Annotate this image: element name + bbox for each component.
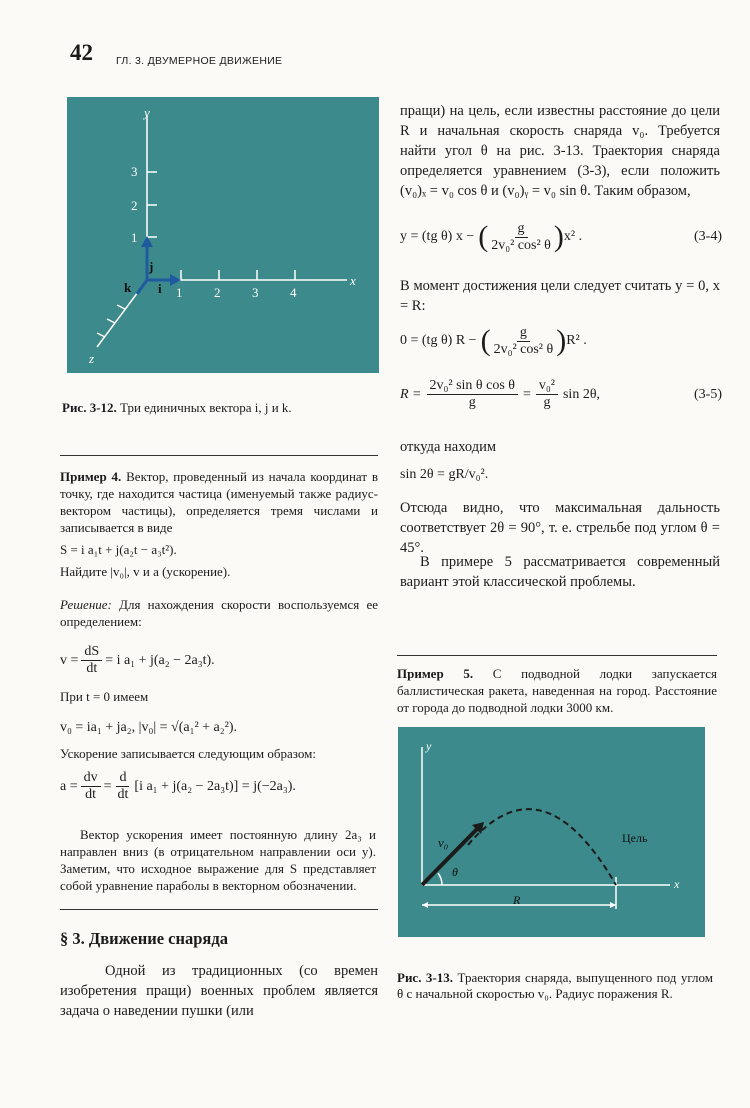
y-tick-label: 2 (131, 198, 138, 213)
solution-label: Решение: (60, 597, 112, 612)
x-tick-label: 4 (290, 285, 297, 300)
equation-lhs: R = (400, 386, 422, 402)
running-title: ГЛ. 3. ДВУМЕРНОЕ ДВИЖЕНИЕ (116, 55, 283, 67)
unit-vector-k-label: k (124, 280, 132, 295)
y-tick-label: 1 (131, 230, 138, 245)
formula-s: S = i a₁t + j(a₂t − a₃t²). (60, 542, 177, 557)
fraction-denominator: g (468, 395, 476, 410)
fraction-numerator: g (515, 221, 528, 238)
example-5 (397, 665, 717, 716)
unit-vector-j-label: j (149, 259, 154, 274)
equation-right: R² . (566, 333, 587, 348)
divider (397, 655, 717, 656)
example-4-intro (60, 468, 378, 536)
formula-lhs: a = (60, 778, 78, 794)
fraction-numerator: 2v₀² sin θ cos θ (427, 378, 519, 395)
figure-3-12-caption (62, 400, 382, 416)
example-text: Вектор, проведенный из начала координат в точку, где находится частица (именуемый также радиус-вектором частицы), определяется тремя числами и записывается в виде (60, 469, 379, 535)
fraction-numerator: v₀² (536, 378, 558, 395)
velocity-formula (60, 644, 215, 677)
section-title: § 3. Движение снаряда (60, 929, 228, 948)
equation-left: y = (tg θ) x − (400, 229, 475, 244)
axis-x-label: x (350, 273, 356, 288)
caption-text: Траектория снаряда, выпущенного под углом θ с начальной скоростью v₀. Радиус поражения R. (397, 970, 713, 1001)
fraction-denominator: dt (86, 661, 98, 676)
fraction-numerator: g (517, 325, 530, 342)
fraction-denominator: 2v₀² cos² θ (491, 237, 551, 253)
whence-text: откуда находим (400, 439, 497, 455)
divider (60, 455, 378, 456)
fraction-denominator: g (543, 395, 551, 410)
caption-label: Рис. 3-13. (397, 970, 454, 985)
example-label: Пример 5. (397, 666, 474, 681)
angle-label: θ (452, 865, 458, 879)
acceleration-intro: Ускорение записывается следующим образом: (60, 746, 316, 761)
axis-x-label: x (674, 877, 680, 891)
axis-y-label: y (426, 739, 432, 753)
example-task: Найдите |v₀|, v и a (ускорение). (60, 564, 231, 579)
equation-right: sin 2θ, (562, 386, 601, 402)
equation-left: 0 = (tg θ) R − (400, 333, 477, 348)
right-paragraph-2: В момент достижения цели следует считать y = 0, x = R: (400, 278, 720, 314)
caption-text: Три единичных вектора i, j и k. (120, 400, 292, 415)
equation-right: x² . (563, 229, 583, 244)
fraction-denominator: dt (85, 787, 97, 802)
example-4-remark: Вектор ускорения имеет постоянную длину 2a₃ и направлен вниз (в отрицательном направлении оси y). Заметим, что исходное выражение для S представляет собой уравнение параболы в векторном обозначении. (60, 827, 376, 893)
y-tick-label: 3 (131, 164, 138, 179)
axis-z-label: z (89, 351, 95, 366)
equation-tag: (3-5) (694, 386, 722, 402)
formula-lhs: v = (60, 652, 79, 668)
example-text: С подводной лодки запускается баллистическая ракета, наведенная на город. Расстояние от города до подводной лодки 3000 км. (397, 666, 717, 715)
axis-y-label: y (144, 105, 150, 120)
unit-vector-i-label: i (158, 281, 162, 296)
page-number: 42 (70, 40, 93, 65)
acceleration-formula: a = $\frac{dv}{dt}$ = $\frac{d}{dt}$ [i a₁ + j(a₂ − 2a₃t)] = j(−2a₃). (60, 770, 296, 802)
equation-3-5 (400, 378, 722, 411)
equation-tag: (3-4) (694, 229, 722, 244)
equation-target: 0 = (tg θ) R − ( $\frac{g}{\text{2v₀² cos² θ}}$ ) R² . (400, 324, 587, 357)
solution-intro (60, 596, 378, 630)
v0-formula: v₀ = ia₁ + ja₂, |v₀| = √(a₁² + a₂²). (60, 720, 238, 735)
right-paragraph-3: Отсюда видно, что максимальная дальность соответствует 2θ = 90°, т. е. стрельбе под углом θ = 45°. (400, 500, 720, 556)
x-tick-label: 2 (214, 285, 221, 300)
right-paragraph-1: пращи) на цель, если известны расстояние до цели R и начальная скорость снаряда v₀. Требуется найти угол θ на рис. 3-13. Траектория снаряда определяется уравнением (3-3), если положить (v₀)ₓ = v₀ cos θ и (v₀)ᵧ = v₀ sin θ. Таким образом, (400, 103, 720, 199)
sin-formula: sin 2θ = gR/v₀². (400, 467, 489, 482)
target-label: Цель (622, 831, 648, 845)
formula-rhs: = i a₁ + j(a₂ − 2a₃t). (105, 652, 215, 668)
x-tick-label: 1 (176, 285, 183, 300)
fraction-numerator: dv (81, 770, 101, 787)
figure-3-13 (398, 727, 705, 937)
fraction-numerator: dS (81, 644, 102, 661)
figure-3-12 (67, 97, 379, 373)
fraction-denominator: 2v₀² cos² θ (493, 341, 554, 357)
caption-label: Рис. 3-12. (62, 400, 117, 415)
fraction-numerator: d (116, 770, 129, 787)
figure-3-13-caption (397, 970, 713, 1002)
x-tick-label: 3 (252, 285, 259, 300)
section-paragraph: Одной из традиционных (со времен изобретения пращи) военных проблем является задача о наведении пушки (или (60, 963, 378, 1019)
velocity-label: v₀ (438, 835, 449, 850)
divider (60, 909, 378, 910)
right-paragraph-4: В примере 5 рассматривается современный вариант этой классической проблемы. (400, 554, 720, 590)
example-label: Пример 4. (60, 469, 122, 484)
solution-text: Для нахождения скорости воспользуемся ее определением: (60, 597, 379, 629)
fraction-denominator: dt (117, 787, 129, 802)
equation-3-4: y = (tg θ) x − ( $\frac{g}{\text{2v₀² cos² θ}}$ ) x² . (3-4) (400, 220, 722, 253)
at-t-zero-text: При t = 0 имеем (60, 689, 149, 704)
formula-rhs: [i a₁ + j(a₂ − 2a₃t)] = j(−2a₃). (134, 778, 296, 794)
range-label: R (513, 893, 521, 907)
equals-sign: = (523, 386, 531, 402)
